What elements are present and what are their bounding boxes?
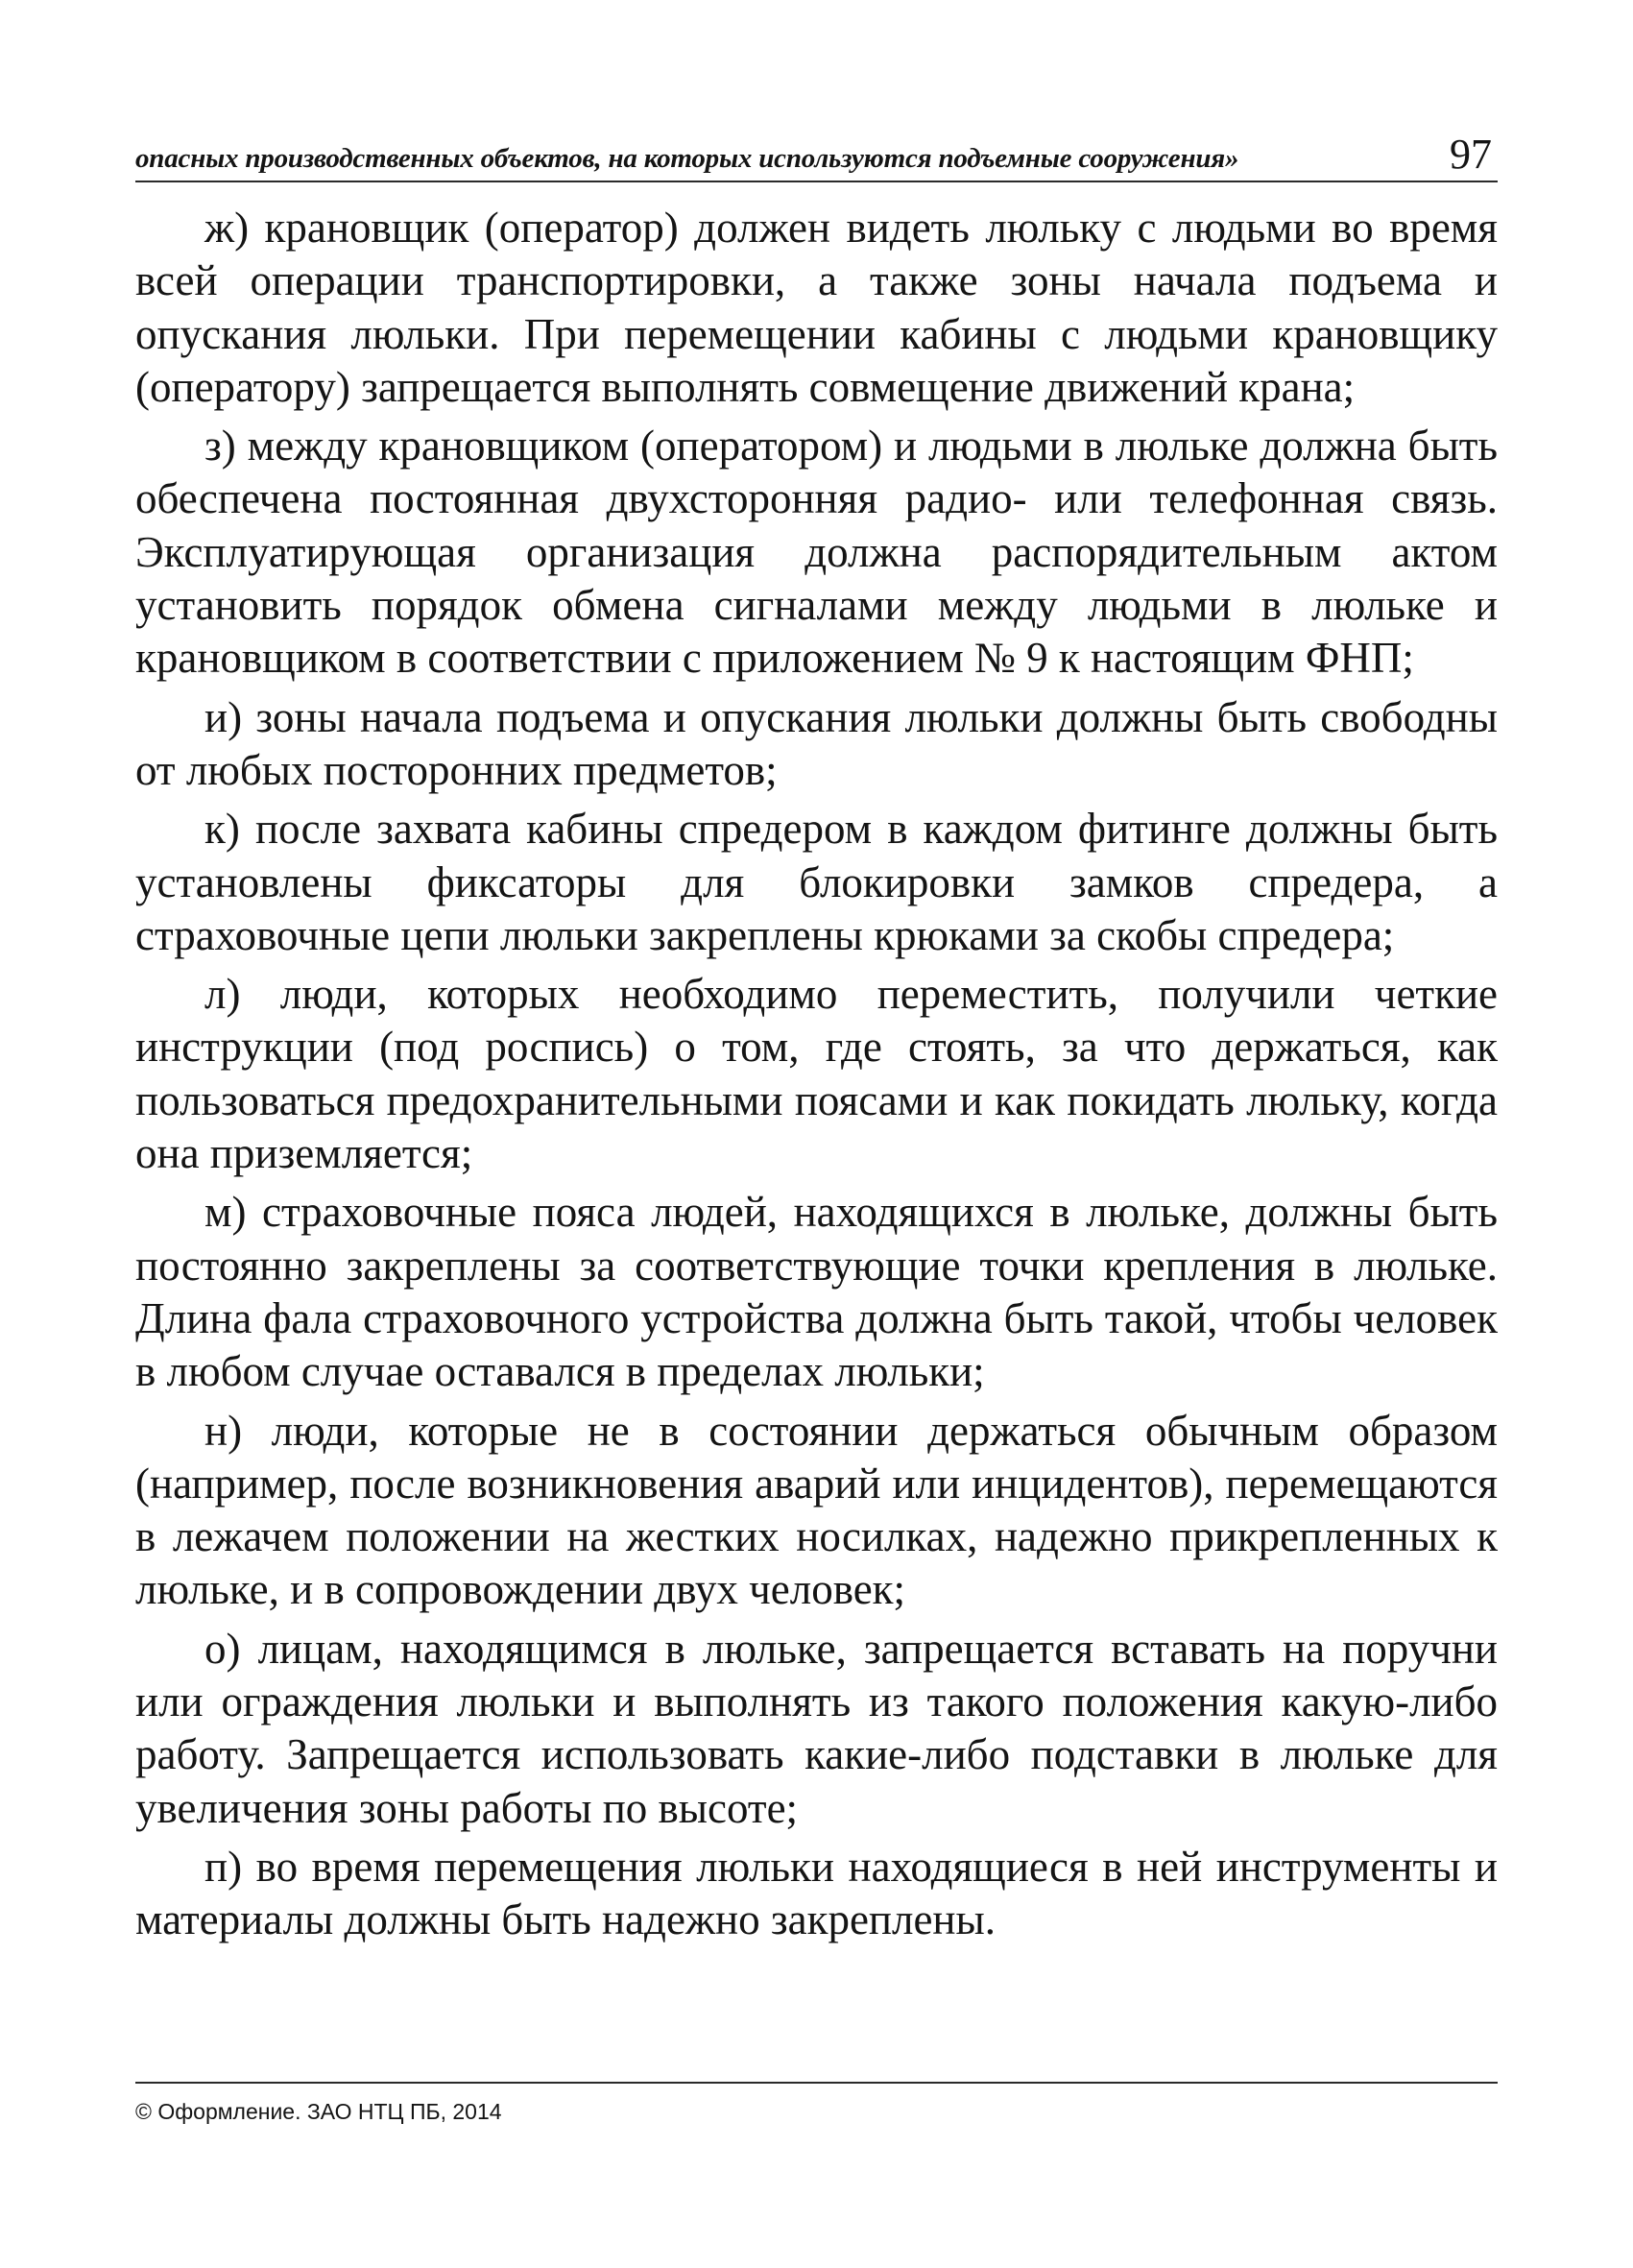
paragraph-k: к) после захвата кабины спредером в каждом фитинге должны быть установлены фиксаторы для блокировки замков спредера, а страховочные цепи люльки закреплены крюками за скобы спредера; bbox=[135, 805, 1498, 959]
page-number: 97 bbox=[1450, 131, 1492, 178]
paragraph-l: л) люди, которых необходимо переместить, получили четкие инструкции (под роспись) о том, где стоять, за что держаться, как пользоваться предохранительными поясами и как покидать люльку, когда она приземляется; bbox=[135, 970, 1498, 1178]
paragraph-n: н) люди, которые не в состоянии держаться обычным образом (например, после возникновения аварий или инцидентов), перемещаются в лежачем положении на жестких носилках, надежно прикрепленных к люльке, и в сопровождении двух человек; bbox=[135, 1406, 1498, 1614]
paragraph-o: о) лицам, находящимся в люльке, запрещается вставать на поручни или ограждения люльки и выполнять из такого положения какую-либо работу. Запрещается использовать какие-либо подставки в люльке для увеличения зоны работы по высоте; bbox=[135, 1624, 1498, 1832]
paragraph-z: з) между крановщиком (оператором) и людьми в люльке должна быть обеспечена постоянная двухсторонняя радио- или телефонная связь. Эксплуатирующая организация должна распорядительным актом установить порядок обмена сигналами между людьми в люльке и крановщиком в соответствии с приложением № 9 к настоящим ФНП; bbox=[135, 422, 1498, 683]
running-header-title: опасных производственных объектов, на которых используются подъемные сооружения» bbox=[135, 143, 1239, 174]
body-text bbox=[135, 202, 1498, 1953]
paragraph-i: и) зоны начала подъема и опускания люльки должны быть свободны от любых посторонних предметов; bbox=[135, 692, 1498, 794]
paragraph-p: п) во время перемещения люльки находящиеся в ней инструменты и материалы должны быть надежно закреплены. bbox=[135, 1842, 1498, 1944]
footer-copyright: © Оформление. ЗАО НТЦ ПБ, 2014 bbox=[135, 2099, 502, 2124]
footer-divider bbox=[135, 2082, 1498, 2084]
paragraph-zh: ж) крановщик (оператор) должен видеть люльку с людьми во время всей операции транспортировки, а также зоны начала подъема и опускания люльки. При перемещении кабины с людьми крановщику (оператору) запрещается выполнять совмещение движений крана; bbox=[135, 204, 1498, 411]
paragraph-m: м) страховочные пояса людей, находящихся в люльке, должны быть постоянно закреплены за соответствующие точки крепления в люльке. Длина фала страховочного устройства должна быть такой, чтобы человек в любом случае оставался в пределах люльки; bbox=[135, 1188, 1498, 1396]
running-header bbox=[135, 123, 1498, 182]
